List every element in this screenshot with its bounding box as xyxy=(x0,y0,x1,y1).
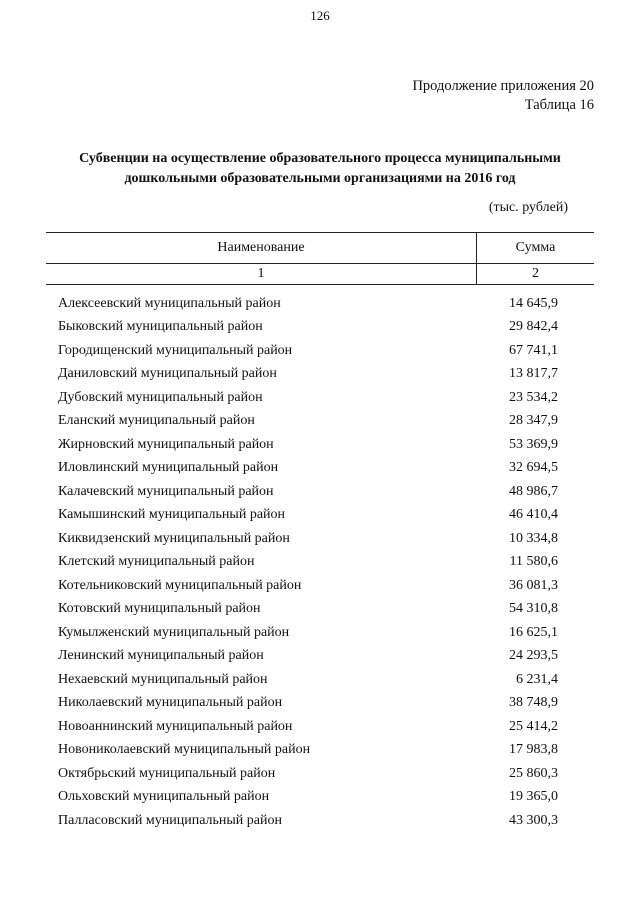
subsidy-table xyxy=(46,232,594,833)
district-name: Быковский муниципальный район xyxy=(58,319,263,335)
table-row xyxy=(46,786,594,810)
district-sum: 17 983,8 xyxy=(509,742,558,758)
district-sum: 28 347,9 xyxy=(509,413,558,429)
district-name: Новоаннинский муниципальный район xyxy=(58,718,293,734)
district-sum: 16 625,1 xyxy=(509,624,558,640)
table-row xyxy=(46,598,594,622)
district-name: Кумылженский муниципальный район xyxy=(58,624,290,640)
district-name: Новониколаевский муниципальный район xyxy=(58,742,311,758)
district-sum: 10 334,8 xyxy=(509,530,558,546)
district-name: Киквидзенский муниципальный район xyxy=(58,530,290,546)
table-row xyxy=(46,410,594,434)
table-row xyxy=(46,363,594,387)
table-row xyxy=(46,316,594,340)
district-name: Ольховский муниципальный район xyxy=(58,789,270,805)
district-sum: 38 748,9 xyxy=(509,695,558,711)
district-name: Жирновский муниципальный район xyxy=(58,436,274,452)
table-row xyxy=(46,504,594,528)
district-name: Котовский муниципальный район xyxy=(58,601,261,617)
column-number-sum: 2 xyxy=(532,266,539,281)
district-name: Калачевский муниципальный район xyxy=(58,483,274,499)
document-title-line-2: дошкольными образовательными организациями на 2016 год xyxy=(124,171,516,186)
document-title xyxy=(40,149,600,189)
district-name: Алексеевский муниципальный район xyxy=(58,295,281,311)
appendix-block xyxy=(412,77,594,115)
table-row xyxy=(46,574,594,598)
table-row xyxy=(46,551,594,575)
table-column-numbers-row xyxy=(46,264,594,285)
table-row xyxy=(46,621,594,645)
district-sum: 11 580,6 xyxy=(509,554,558,570)
district-sum: 13 817,7 xyxy=(509,366,558,382)
district-name: Дубовский муниципальный район xyxy=(58,389,263,405)
district-sum: 25 860,3 xyxy=(509,765,558,781)
column-number-name: 1 xyxy=(46,264,477,284)
table-row xyxy=(46,433,594,457)
district-name: Еланский муниципальный район xyxy=(58,413,255,429)
table-row xyxy=(46,527,594,551)
district-name: Николаевский муниципальный район xyxy=(58,695,283,711)
table-header-row xyxy=(46,233,594,264)
district-sum: 32 694,5 xyxy=(509,460,558,476)
district-name: Клетский муниципальный район xyxy=(58,554,255,570)
document-title-line-1: Субвенции на осуществление образовательного процесса муниципальными xyxy=(79,151,561,166)
district-name: Палласовский муниципальный район xyxy=(58,812,282,828)
district-sum: 24 293,5 xyxy=(509,648,558,664)
table-label: Таблица 16 xyxy=(524,97,594,113)
district-name: Иловлинский муниципальный район xyxy=(58,460,279,476)
table-row xyxy=(46,762,594,786)
table-row xyxy=(46,809,594,833)
table-row xyxy=(46,715,594,739)
table-row xyxy=(46,739,594,763)
table-row xyxy=(46,692,594,716)
district-sum: 23 534,2 xyxy=(509,389,558,405)
header-name: Наименование xyxy=(46,233,477,263)
district-sum: 67 741,1 xyxy=(509,342,558,358)
appendix-continuation: Продолжение приложения 20 xyxy=(412,78,594,94)
district-sum: 19 365,0 xyxy=(509,789,558,805)
header-sum: Сумма xyxy=(515,240,556,255)
table-row xyxy=(46,645,594,669)
district-sum: 54 310,8 xyxy=(509,601,558,617)
district-sum: 46 410,4 xyxy=(509,507,558,523)
table-row xyxy=(46,668,594,692)
district-name: Котельниковский муниципальный район xyxy=(58,577,302,593)
district-sum: 43 300,3 xyxy=(509,812,558,828)
district-name: Даниловский муниципальный район xyxy=(58,366,277,382)
district-name: Камышинский муниципальный район xyxy=(58,507,286,523)
district-name: Октябрьский муниципальный район xyxy=(58,765,276,781)
district-sum: 14 645,9 xyxy=(509,295,558,311)
table-row xyxy=(46,292,594,316)
units-label: (тыс. рублей) xyxy=(488,200,568,215)
table-row xyxy=(46,386,594,410)
district-sum: 25 414,2 xyxy=(509,718,558,734)
page-number: 126 xyxy=(310,8,330,23)
table-row xyxy=(46,457,594,481)
table-row xyxy=(46,339,594,363)
district-sum: 53 369,9 xyxy=(509,436,558,452)
district-sum: 6 231,4 xyxy=(516,671,558,687)
district-name: Ленинский муниципальный район xyxy=(58,648,264,664)
district-sum: 36 081,3 xyxy=(509,577,558,593)
district-name: Нехаевский муниципальный район xyxy=(58,671,268,687)
district-sum: 48 986,7 xyxy=(509,483,558,499)
district-name: Городищенский муниципальный район xyxy=(58,342,293,358)
table-body xyxy=(46,285,594,833)
table-row xyxy=(46,480,594,504)
district-sum: 29 842,4 xyxy=(509,319,558,335)
